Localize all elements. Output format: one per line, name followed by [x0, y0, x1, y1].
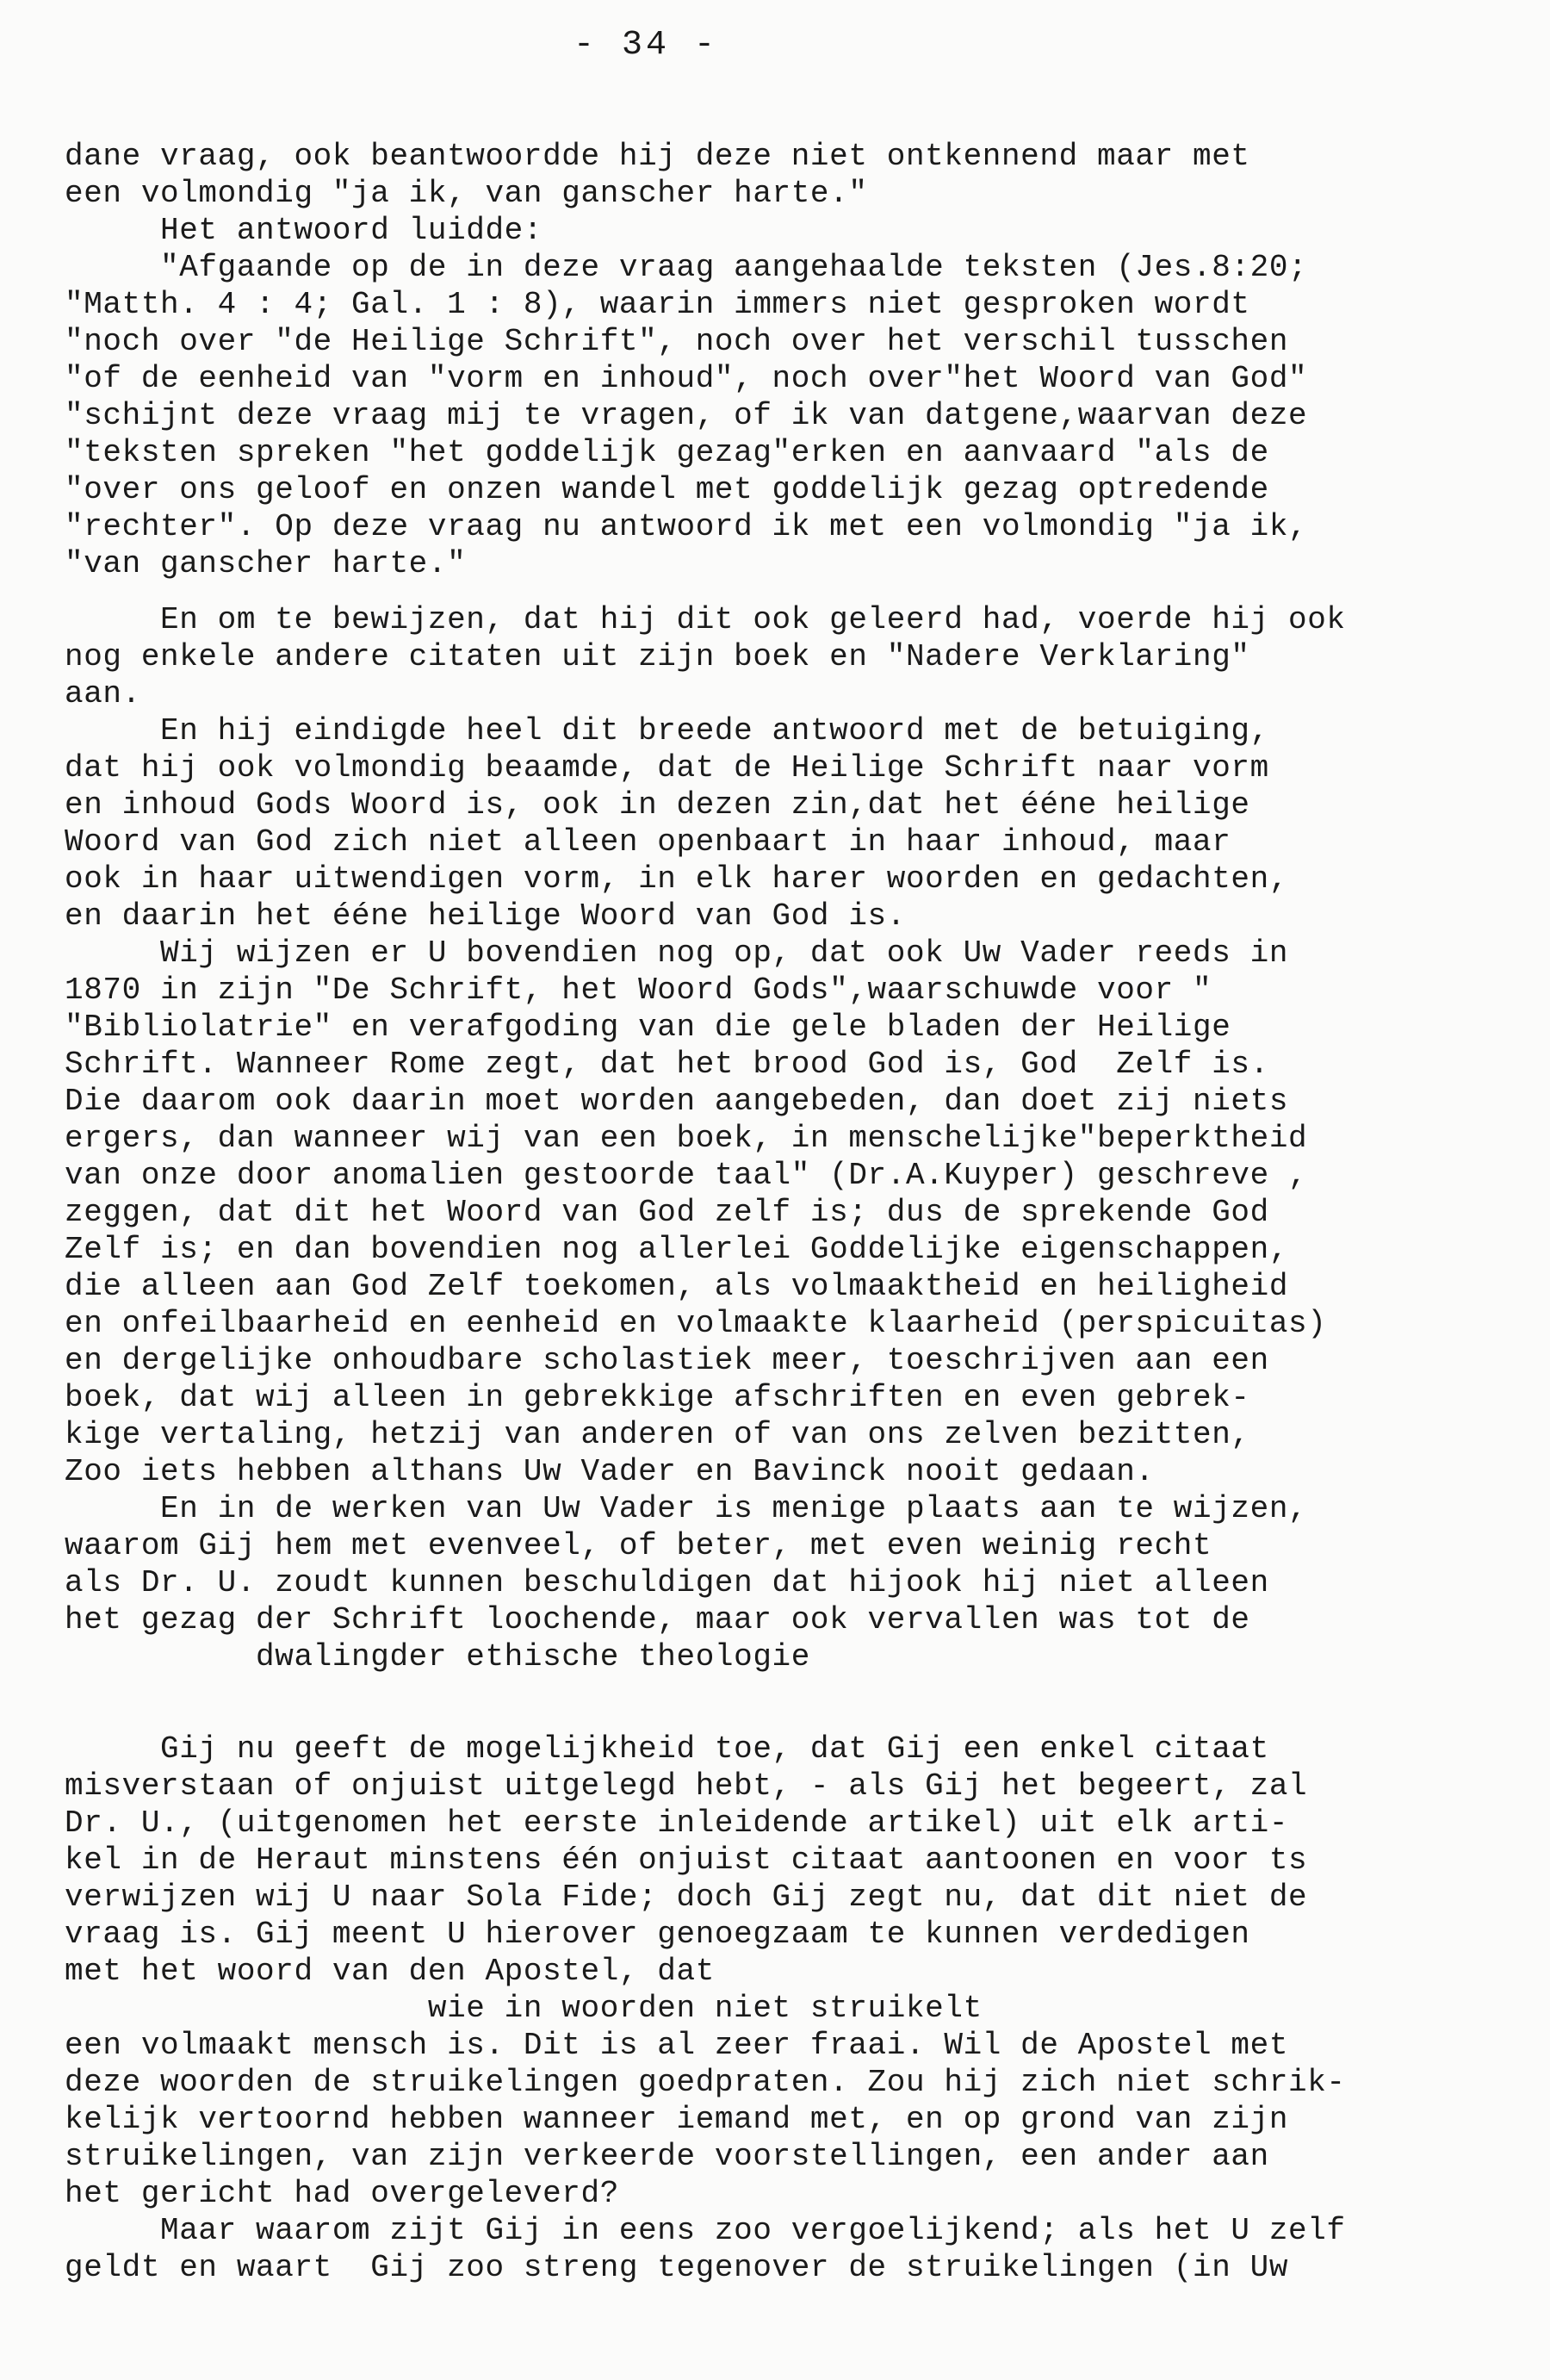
text-line: wie in woorden niet struikelt	[65, 1991, 983, 2026]
text-line: "rechter". Op deze vraag nu antwoord ik met een volmondig "ja ik,	[65, 509, 1308, 544]
text-line: waarom Gij hem met evenveel, of beter, met even weinig recht	[65, 1528, 1212, 1563]
text-line: Het antwoord luidde:	[65, 213, 543, 248]
text-line: struikelingen, van zijn verkeerde voorstellingen, een ander aan	[65, 2139, 1269, 2174]
text-line: kelijk vertoornd hebben wanneer iemand met, en op grond van zijn	[65, 2102, 1289, 2137]
text-line: dat hij ook volmondig beaamde, dat de Heilige Schrift naar vorm	[65, 750, 1269, 786]
text-line: met het woord van den Apostel, dat	[65, 1954, 715, 1989]
text-line: "teksten spreken "het goddelijk gezag"erken en aanvaard "als de	[65, 435, 1269, 470]
text-line: deze woorden de struikelingen goedpraten. Zou hij zich niet schrik-	[65, 2065, 1346, 2100]
text-line: 1870 in zijn "De Schrift, het Woord Gods",waarschuwde voor "	[65, 973, 1212, 1008]
text-line: kige vertaling, hetzij van anderen of van ons zelven bezitten,	[65, 1417, 1250, 1452]
text-line: van onze door anomalien gestoorde taal" (Dr.A.Kuyper) geschreve ,	[65, 1158, 1308, 1193]
text-line: geldt en waart Gij zoo streng tegenover de struikelingen (in Uw	[65, 2250, 1289, 2285]
text-line: als Dr. U. zoudt kunnen beschuldigen dat hijook hij niet alleen	[65, 1565, 1269, 1600]
text-line: "noch over "de Heilige Schrift", noch over het verschil tusschen	[65, 324, 1289, 359]
text-line: die alleen aan God Zelf toekomen, als volmaaktheid en heiligheid	[65, 1269, 1289, 1304]
text-line: een volmondig "ja ik, van ganscher harte."	[65, 176, 868, 211]
text-line: Zoo iets hebben althans Uw Vader en Bavinck nooit gedaan.	[65, 1454, 1155, 1489]
text-line: Wij wijzen er U bovendien nog op, dat ook Uw Vader reeds in	[65, 935, 1289, 971]
text-line: boek, dat wij alleen in gebrekkige afschriften en even gebrek-	[65, 1380, 1250, 1415]
text-line: aan.	[65, 676, 141, 712]
text-line: En om te bewijzen, dat hij dit ook geleerd had, voerde hij ook	[65, 602, 1346, 637]
text-line: verwijzen wij U naar Sola Fide; doch Gij zegt nu, dat dit niet de	[65, 1880, 1308, 1915]
text-line: En hij eindigde heel dit breede antwoord met de betuiging,	[65, 713, 1269, 749]
text-line: "schijnt deze vraag mij te vragen, of ik van datgene,waarvan deze	[65, 398, 1308, 433]
text-line: vraag is. Gij meent U hierover genoegzaam te kunnen verdedigen	[65, 1917, 1250, 1952]
text-line: Zelf is; en dan bovendien nog allerlei Goddelijke eigenschappen,	[65, 1232, 1289, 1267]
text-line: "van ganscher harte."	[65, 546, 467, 581]
text-line: dwalingder ethische theologie	[65, 1639, 810, 1675]
text-line: en inhoud Gods Woord is, ook in dezen zin,dat het ééne heilige	[65, 787, 1250, 823]
text-line: en daarin het ééne heilige Woord van God is.	[65, 898, 906, 934]
text-line: En in de werken van Uw Vader is menige plaats aan te wijzen,	[65, 1491, 1308, 1526]
text-line: en dergelijke onhoudbare scholastiek meer, toeschrijven aan een	[65, 1343, 1269, 1378]
text-line: "Afgaande op de in deze vraag aangehaalde teksten (Jes.8:20;	[65, 250, 1308, 285]
text-line: zeggen, dat dit het Woord van God zelf is; dus de sprekende God	[65, 1195, 1269, 1230]
text-line: "of de eenheid van "vorm en inhoud", noch over"het Woord van God"	[65, 361, 1308, 396]
text-line: Gij nu geeft de mogelijkheid toe, dat Gij een enkel citaat	[65, 1731, 1269, 1767]
text-line: "Matth. 4 : 4; Gal. 1 : 8), waarin immers niet gesproken wordt	[65, 287, 1250, 322]
text-line: "over ons geloof en onzen wandel met goddelijk gezag optredende	[65, 472, 1269, 507]
text-line: een volmaakt mensch is. Dit is al zeer fraai. Wil de Apostel met	[65, 2028, 1289, 2063]
text-line: Woord van God zich niet alleen openbaart in haar inhoud, maar	[65, 824, 1231, 860]
text-line: ook in haar uitwendigen vorm, in elk harer woorden en gedachten,	[65, 861, 1289, 897]
text-line: "Bibliolatrie" en verafgoding van die gele bladen der Heilige	[65, 1010, 1231, 1045]
text-line: dane vraag, ook beantwoordde hij deze niet ontkennend maar met	[65, 139, 1250, 174]
text-line: Schrift. Wanneer Rome zegt, dat het brood God is, God Zelf is.	[65, 1047, 1269, 1082]
page-number: - 34 -	[573, 26, 719, 65]
text-line: nog enkele andere citaten uit zijn boek en "Nadere Verklaring"	[65, 639, 1250, 674]
text-line: ergers, dan wanneer wij van een boek, in menschelijke"beperktheid	[65, 1121, 1308, 1156]
typewritten-text-body	[65, 138, 1528, 2286]
text-line: Dr. U., (uitgenomen het eerste inleidende artikel) uit elk arti-	[65, 1805, 1289, 1841]
text-line: misverstaan of onjuist uitgelegd hebt, - als Gij het begeert, zal	[65, 1768, 1308, 1804]
text-line: het gericht had overgeleverd?	[65, 2176, 619, 2211]
text-line: en onfeilbaarheid en eenheid en volmaakte klaarheid (perspicuitas)	[65, 1306, 1327, 1341]
text-line: Die daarom ook daarin moet worden aangebeden, dan doet zij niets	[65, 1084, 1289, 1119]
text-line: Maar waarom zijt Gij in eens zoo vergoelijkend; als het U zelf	[65, 2213, 1346, 2248]
text-line: kel in de Heraut minstens één onjuist citaat aantoonen en voor ts	[65, 1842, 1308, 1878]
text-line: het gezag der Schrift loochende, maar ook vervallen was tot de	[65, 1602, 1250, 1637]
